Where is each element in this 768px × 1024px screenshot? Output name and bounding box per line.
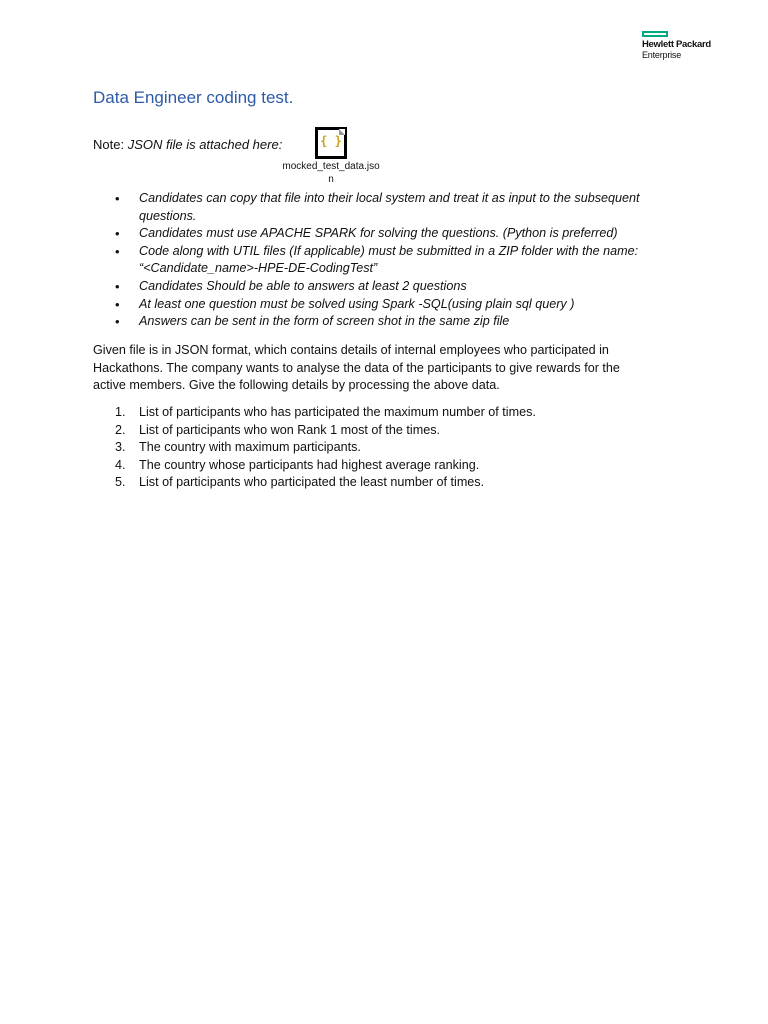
question-text: The country with maximum participants. bbox=[139, 440, 361, 455]
list-item bbox=[93, 190, 673, 225]
bullet-icon: • bbox=[115, 296, 120, 312]
question-item bbox=[93, 474, 653, 492]
question-item bbox=[93, 404, 653, 422]
note-label: Note: bbox=[93, 137, 128, 152]
question-item bbox=[93, 439, 653, 457]
question-item bbox=[93, 457, 653, 475]
note-line bbox=[93, 137, 282, 152]
list-item-text: Candidates can copy that file into their local system and treat it as input to the subsequent questions. bbox=[139, 191, 640, 223]
bullet-icon: • bbox=[115, 314, 120, 330]
question-number: 1. bbox=[115, 405, 126, 419]
question-text: The country whose participants had highest average ranking. bbox=[139, 457, 480, 472]
list-item-text: Answers can be sent in the form of screen shot in the same zip file bbox=[139, 314, 510, 329]
list-item bbox=[93, 243, 673, 278]
questions-list bbox=[93, 404, 653, 492]
bullet-icon: • bbox=[115, 226, 120, 242]
bullet-icon: • bbox=[115, 243, 120, 259]
bullet-icon: • bbox=[115, 278, 120, 294]
question-number: 4. bbox=[115, 457, 126, 472]
question-text: List of participants who participated the least number of times. bbox=[139, 475, 485, 490]
json-file-icon[interactable] bbox=[315, 127, 347, 159]
list-item bbox=[93, 296, 673, 314]
hpe-logo bbox=[642, 31, 718, 60]
description-paragraph: Given file is in JSON format, which contains details of internal employees who participated in Hackathons. The company wants to analyse the data of the participants to give rewards for the active members. Give the following details by processing the above data. bbox=[93, 343, 620, 393]
instructions-list bbox=[93, 190, 673, 331]
list-item-text: Candidates must use APACHE SPARK for solving the questions. (Python is preferred) bbox=[139, 226, 618, 241]
file-icon-glyph: { } bbox=[320, 134, 342, 148]
logo-text-line1: Hewlett Packard bbox=[642, 39, 711, 50]
list-item-text: At least one question must be solved using Spark -SQL(using plain sql query ) bbox=[139, 296, 575, 311]
question-text: List of participants who won Rank 1 most of the times. bbox=[139, 422, 440, 437]
question-text: List of participants who has participated the maximum number of times. bbox=[139, 405, 536, 419]
note-text: JSON file is attached here: bbox=[127, 137, 283, 152]
json-attachment[interactable] bbox=[282, 127, 380, 186]
hpe-logo-mark bbox=[642, 31, 668, 37]
document-title: Data Engineer coding test. bbox=[93, 88, 294, 107]
list-item bbox=[93, 278, 673, 296]
list-item bbox=[93, 225, 673, 243]
question-item bbox=[93, 422, 653, 440]
attachment-filename[interactable]: mocked_test_data.json bbox=[282, 161, 380, 185]
question-number: 2. bbox=[115, 422, 126, 437]
bullet-icon: • bbox=[115, 191, 120, 206]
question-number: 5. bbox=[115, 475, 126, 490]
logo-text-line2: Enterprise bbox=[642, 50, 682, 60]
question-number: 3. bbox=[115, 440, 126, 455]
list-item bbox=[93, 313, 673, 331]
list-item-text: Code along with UTIL files (If applicable) must be submitted in a ZIP folder with the name: “<Candidate_name>-HPE-DE-CodingTest” bbox=[139, 243, 639, 276]
list-item-text: Candidates Should be able to answers at least 2 questions bbox=[139, 278, 467, 293]
